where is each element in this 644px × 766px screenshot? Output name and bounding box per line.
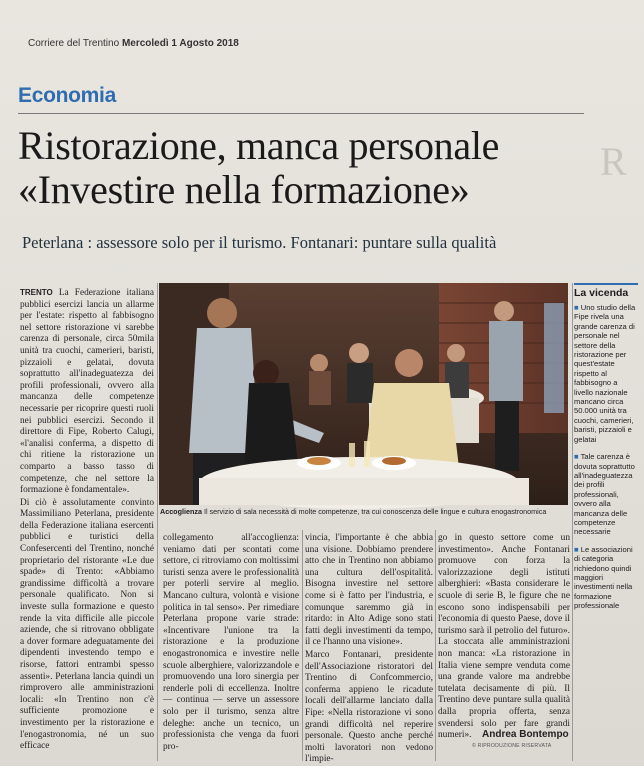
- section-label: Economia: [18, 84, 116, 107]
- bleed-through-text: R: [600, 139, 627, 184]
- bullet-icon: ■: [574, 303, 579, 312]
- article-column-3: [305, 533, 433, 763]
- issue-date: Mercoledì 1 Agosto 2018: [121, 38, 239, 49]
- sidebar-item: ■ Tale carenza è dovuta soprattutto all'inadeguatezza dei profili professionali, ovvero alla mancanza delle competenze necessarie: [574, 452, 635, 537]
- photo-illustration: [159, 283, 568, 505]
- column-3-paragraph-2: Marco Fontanari, presidente dell'Associazione ristoratori del Trentino di Confcommercio, conferma appieno le ricadute locali dell'allarme lanciato dalla Fipe: «Nella ristorazione vi sono grandi difficoltà nel reperire personale. Questo anche perché molti lavoratori non vedono l'impie-: [305, 649, 433, 765]
- column-divider: [572, 283, 573, 761]
- masthead: [28, 38, 239, 49]
- restaurant-scene-photo: [159, 283, 568, 505]
- photo-caption: [160, 507, 570, 516]
- copyright-notice: © RIPRODUZIONE RISERVATA: [472, 743, 552, 749]
- headline: [18, 124, 598, 212]
- bullet-icon: ■: [574, 452, 579, 462]
- column-divider: [435, 530, 436, 761]
- dateline: TRENTO: [20, 288, 53, 297]
- headline-line-2: «Investire nella formazione»: [18, 167, 470, 212]
- article-column-2: [163, 533, 299, 763]
- caption-text: Il servizio di sala necessità di molte competenze, tra cui conoscenza delle lingue e cultura enogastronomica: [203, 507, 547, 516]
- headline-line-1: Ristorazione, manca personale: [18, 123, 500, 168]
- column-2-paragraph-1: collegamento all'accoglienza: veniamo dati per scontati come settore, ci ritroviamo con moltissimi turisti senza avere le professionalità per poterli servire al meglio. Mancano cultura, volontà e visione politica in tal senso». Per rimediare Peterlana propone varie strade: «Incentivare l'unione tra la ristorazione e la produzione enogastronomica e investire nelle scuole alberghiere, valorizzandole e promuovendo una loro sinergia per renderle poli di eccellenza. Inoltre — continua — serve un assessore solo per il turismo, senza altre deleghe: anche un tecnico, un professionista che venga da fuori pro-: [163, 533, 299, 752]
- column-4-paragraph-1: go in questo settore come un investimento». Anche Fontanari promuove con forza la valorizzazione degli istituti alberghieri: «Basta considerare le scuole di serie B, le figure che ne escono sono indispensabili per l'economia di questo Paese, dove il turismo sarà il petrolio del futuro». La stoccata alle amministrazioni non manca: «La ristorazione in Italia viene sempre venduta come una grande valore ma andrebbe tutelata decisamente di più. Il Trentino deve puntare sulla qualità dalla propria offerta, senza svendersi solo per fare grandi numeri».: [438, 533, 570, 741]
- bullet-icon: ■: [574, 544, 579, 554]
- sidebar-title: La vicenda: [574, 283, 638, 299]
- column-1-paragraph-1: La Federazione italiana pubblici esercizi lancia un allarme per l'estate: rispetto al fabbisogno nel settore ristorazione vi sarebbe carenza di personale, circa 50mila unità tra cuochi, camerieri, baristi, pizzaioli e gelatai, dovuta soprattutto all'inadeguatezza dei profili professionali, ovvero alla mancanza delle competenze necessarie per ricoprire questi ruoli nei pubblici esercizi. Secondo il direttore di Fipe, Roberto Calugi, «l'analisi conferma, a dispetto di chi ritiene la ristorazione un comparto a basso tasso di competenze, che nel settore la formazione è fondamentale».: [20, 288, 154, 496]
- byline: Andrea Bontempo: [482, 729, 569, 740]
- sidebar-item: ■ Le associazioni di categoria richiedono quindi maggiori investimenti nella formazione professionale: [574, 544, 633, 611]
- column-1-paragraph-2: Di ciò è assolutamente convinto Massimiliano Peterlana, presidente della Federazione italiana esercenti pubblici e turistici della Confesercenti del Trentino, nonché proprietario del ristorante «Le due spade» di Trento: «Abbiamo grandissime difficoltà a trovare personale qualificato. Non si investe sulla formazione e questo rende la vita difficile alle piccole aziende, che si ritrovano obbligate a dover formare adeguatamente dei dipendenti investendo tempo e risorse, fattori entrambi spesso assenti». Peterlana lancia quindi un rimprovero alle amministrazioni locali: «In Trentino non c'è sufficiente promozione e investimento per la ristorazione e l'enogastronomia, né un suo efficace: [20, 497, 154, 752]
- column-divider: [157, 283, 158, 761]
- column-3-paragraph-1: vincia, l'importante è che abbia una visione. Dobbiamo prendere atto che in Trentino non abbiamo una cultura dell'ospitalità. Bisogna investire nel settore come si è fatto per l'industria, e comunque saremmo già in ritardo: in Alto Adige sono stati fatti degli investimenti da tempo, il ce l'hanno una visione».: [305, 533, 433, 648]
- article-column-1: [20, 287, 154, 763]
- top-rule: [18, 113, 584, 114]
- sidebar-la-vicenda: [574, 283, 638, 619]
- caption-lead: Accoglienza: [160, 507, 202, 516]
- subheadline: Peterlana : assessore solo per il turismo. Fontanari: puntare sulla qualità: [22, 233, 497, 252]
- column-divider: [302, 530, 303, 761]
- paper-name: Corriere del Trentino: [28, 38, 120, 49]
- sidebar-item: ■ Uno studio della Fipe rivela una grande carenza di personale nel settore della ristorazione per quest'estate rispetto al fabbisogno a livello nazionale mancano circa 50.000 unità tra cuochi, camerieri, baristi, pizzaioli e gelatai: [574, 303, 636, 444]
